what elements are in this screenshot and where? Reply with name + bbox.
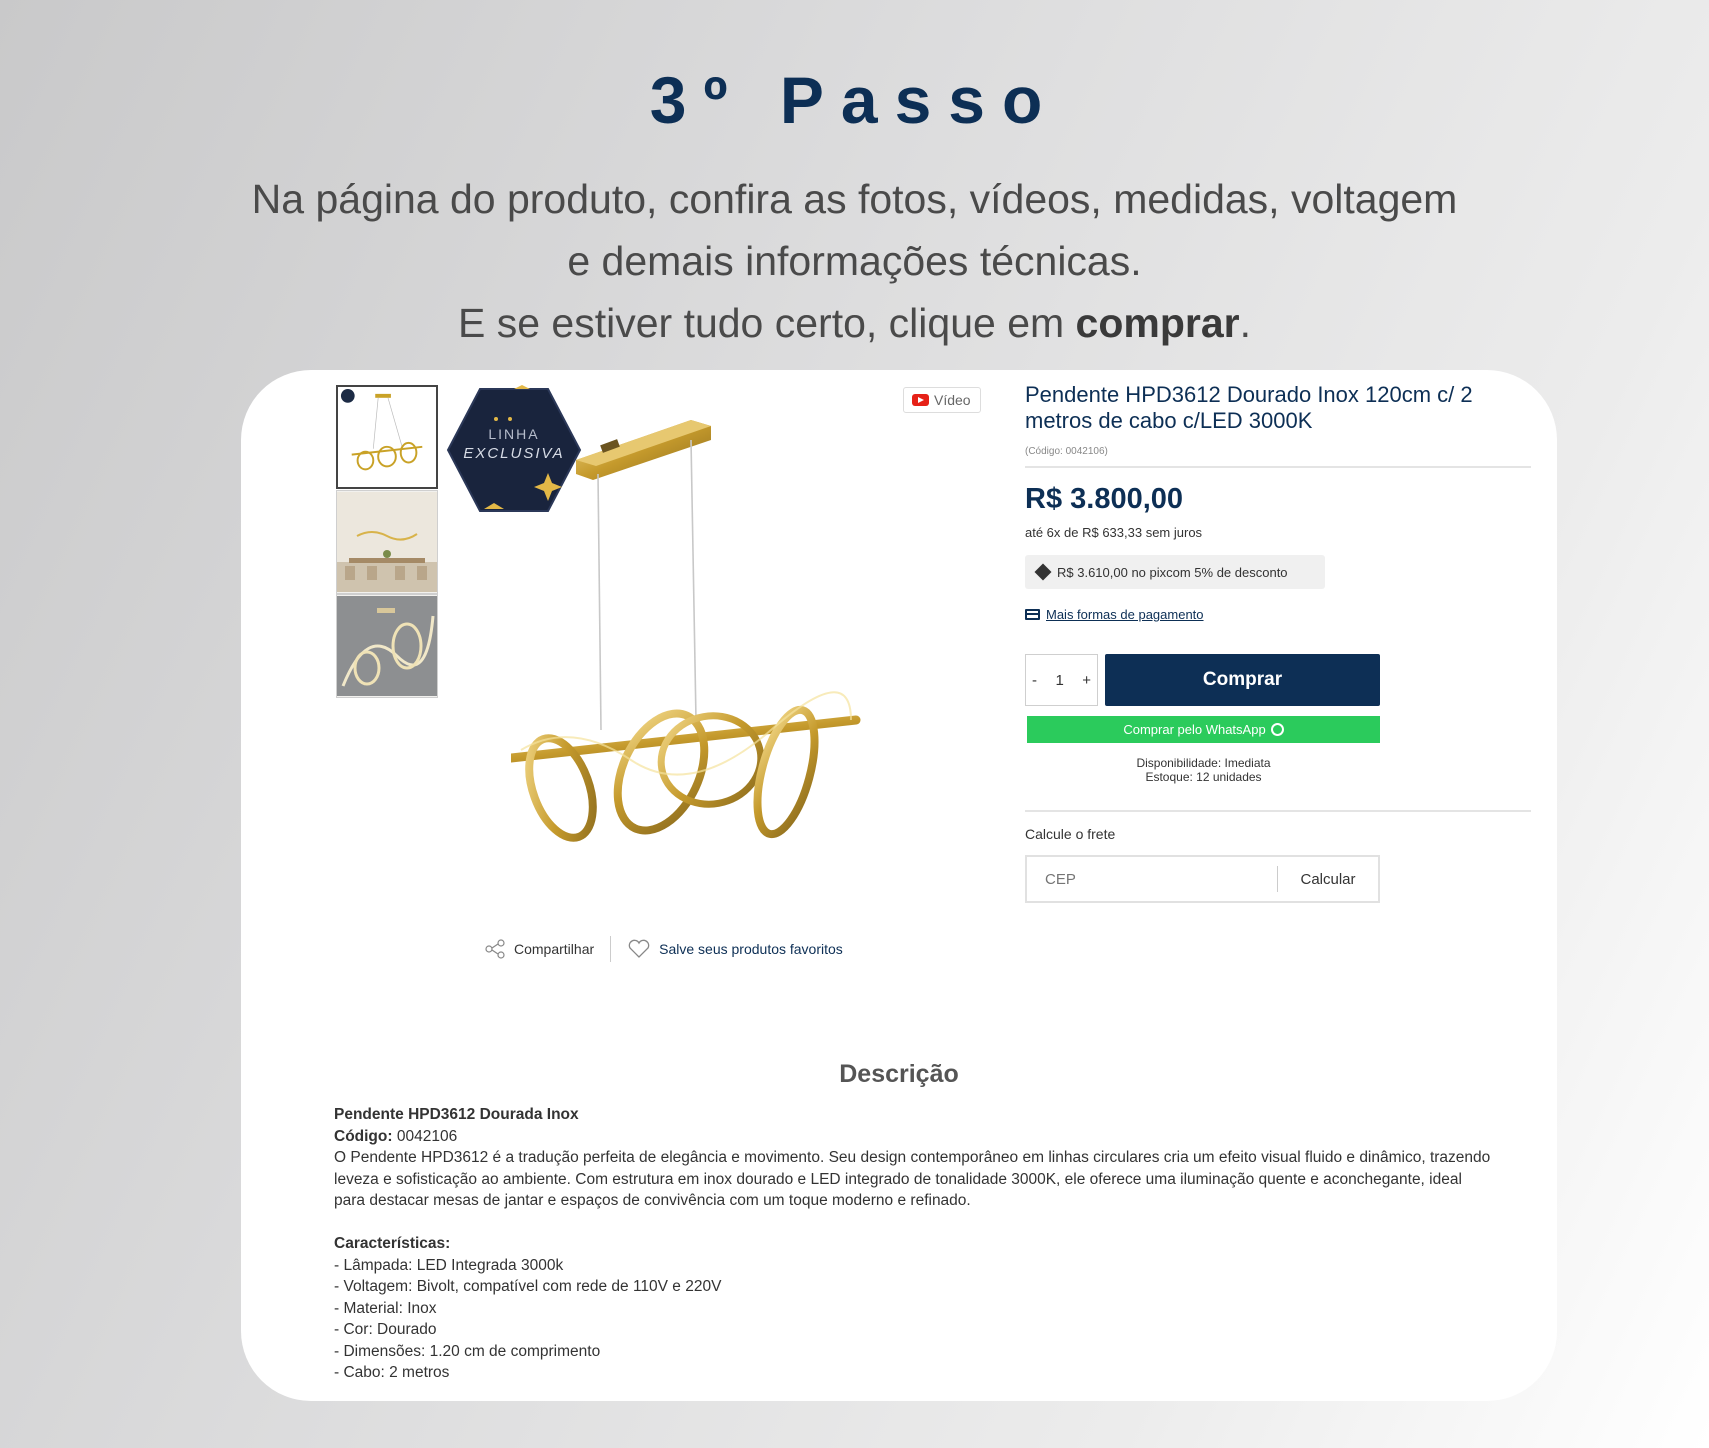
description-paragraph: O Pendente HPD3612 é a tradução perfeita de elegância e movimento. Seu design contemporâneo em linhas circulares cria um efeito visual fluido e dinâmico, trazendo leveza e sofisticação ao ambiente. Com estrutura em inox dourado e LED integrado de tonalidade 3000K, ele oferece uma iluminação quente e aconchegante, ideal para destacar mesas de jantar e espaços de convivência com um toque moderno e refinado. <box>334 1149 1491 1209</box>
whatsapp-icon <box>1271 723 1284 736</box>
cep-form <box>1025 855 1380 903</box>
thumbnail-3[interactable] <box>336 594 438 698</box>
thumbnail-pendant-image <box>338 387 436 487</box>
description-code: Código: 0042106 <box>334 1127 458 1145</box>
share-favorite-row <box>484 935 843 963</box>
video-button[interactable] <box>903 387 981 413</box>
whatsapp-buy-label: Comprar pelo WhatsApp <box>1123 722 1266 737</box>
share-icon[interactable] <box>484 939 506 959</box>
instruction-line-1: Na página do produto, confira as fotos, vídeos, medidas, voltagem <box>251 176 1458 222</box>
video-label: Vídeo <box>934 392 971 408</box>
divider <box>1025 810 1531 812</box>
favorites-link[interactable]: Salve seus produtos favoritos <box>659 941 843 957</box>
step-title: 3º Passo <box>649 63 1060 137</box>
description-body <box>334 1104 1494 1384</box>
product-title: Pendente HPD3612 Dourado Inox 120cm c/ 2 metros de cabo c/LED 3000K <box>1025 382 1473 433</box>
instruction-line-2: e demais informações técnicas. <box>567 238 1142 284</box>
thumbnail-2[interactable] <box>336 490 438 594</box>
calculate-freight-button[interactable]: Calcular <box>1278 871 1378 888</box>
main-product-image[interactable] <box>511 400 901 860</box>
instructions <box>0 168 1709 354</box>
feature-item: - Dimensões: 1.20 cm de comprimento <box>334 1342 601 1360</box>
credit-card-icon <box>1025 609 1040 620</box>
freight-label: Calcule o frete <box>1025 826 1116 842</box>
feature-item: - Cabo: 2 metros <box>334 1364 450 1381</box>
share-link[interactable]: Compartilhar <box>514 941 595 957</box>
feature-item: - Lâmpada: LED Integrada 3000k <box>334 1256 564 1274</box>
cep-input[interactable] <box>1027 857 1277 901</box>
feature-item: - Material: Inox <box>334 1299 437 1317</box>
pix-icon <box>1035 564 1052 581</box>
thumbnail-dining-room-image <box>337 491 437 593</box>
feature-item: - Voltagem: Bivolt, compatível com rede de 110V e 220V <box>334 1278 722 1295</box>
availability-info <box>1027 756 1380 784</box>
instruction-line-3: E se estiver tudo certo, clique em comprar. <box>457 300 1252 346</box>
description-product-name: Pendente HPD3612 Dourada Inox <box>334 1106 579 1123</box>
thumbnail-detail-image <box>337 595 437 697</box>
product-code: (Código: 0042106) <box>1025 446 1108 457</box>
badge-line-1: LINHA <box>488 426 540 442</box>
divider <box>1025 466 1531 468</box>
quantity-stepper[interactable] <box>1025 654 1098 706</box>
product-price: R$ 3.800,00 <box>1025 483 1184 515</box>
buy-button[interactable]: Comprar <box>1105 654 1380 706</box>
thumbnail-1[interactable] <box>336 385 438 489</box>
more-payment-options[interactable] <box>1025 607 1204 622</box>
badge-line-2: EXCLUSIVA <box>463 445 565 462</box>
whatsapp-buy-button[interactable] <box>1027 716 1380 743</box>
description-heading: Descrição <box>839 1060 959 1088</box>
divider <box>610 936 611 962</box>
quantity-value[interactable]: 1 <box>1055 671 1064 689</box>
installments-text: até 6x de R$ 633,33 sem juros <box>1025 525 1203 540</box>
stock-text: Estoque: 12 unidades <box>1145 770 1262 784</box>
quantity-decrease-button[interactable]: - <box>1032 671 1037 689</box>
pix-discount-box <box>1025 555 1325 589</box>
more-payment-link[interactable]: Mais formas de pagamento <box>1046 607 1204 622</box>
pix-text: R$ 3.610,00 no pixcom 5% de desconto <box>1057 564 1288 580</box>
quantity-increase-button[interactable]: + <box>1082 671 1091 689</box>
features-heading: Características: <box>334 1235 451 1252</box>
youtube-icon <box>912 394 929 406</box>
feature-item: - Cor: Dourado <box>334 1321 437 1338</box>
availability-text: Disponibilidade: Imediata <box>1136 756 1271 770</box>
comprar-emphasis: comprar <box>1075 300 1240 346</box>
product-page-screenshot <box>241 370 1557 1401</box>
heart-icon[interactable] <box>627 939 651 959</box>
